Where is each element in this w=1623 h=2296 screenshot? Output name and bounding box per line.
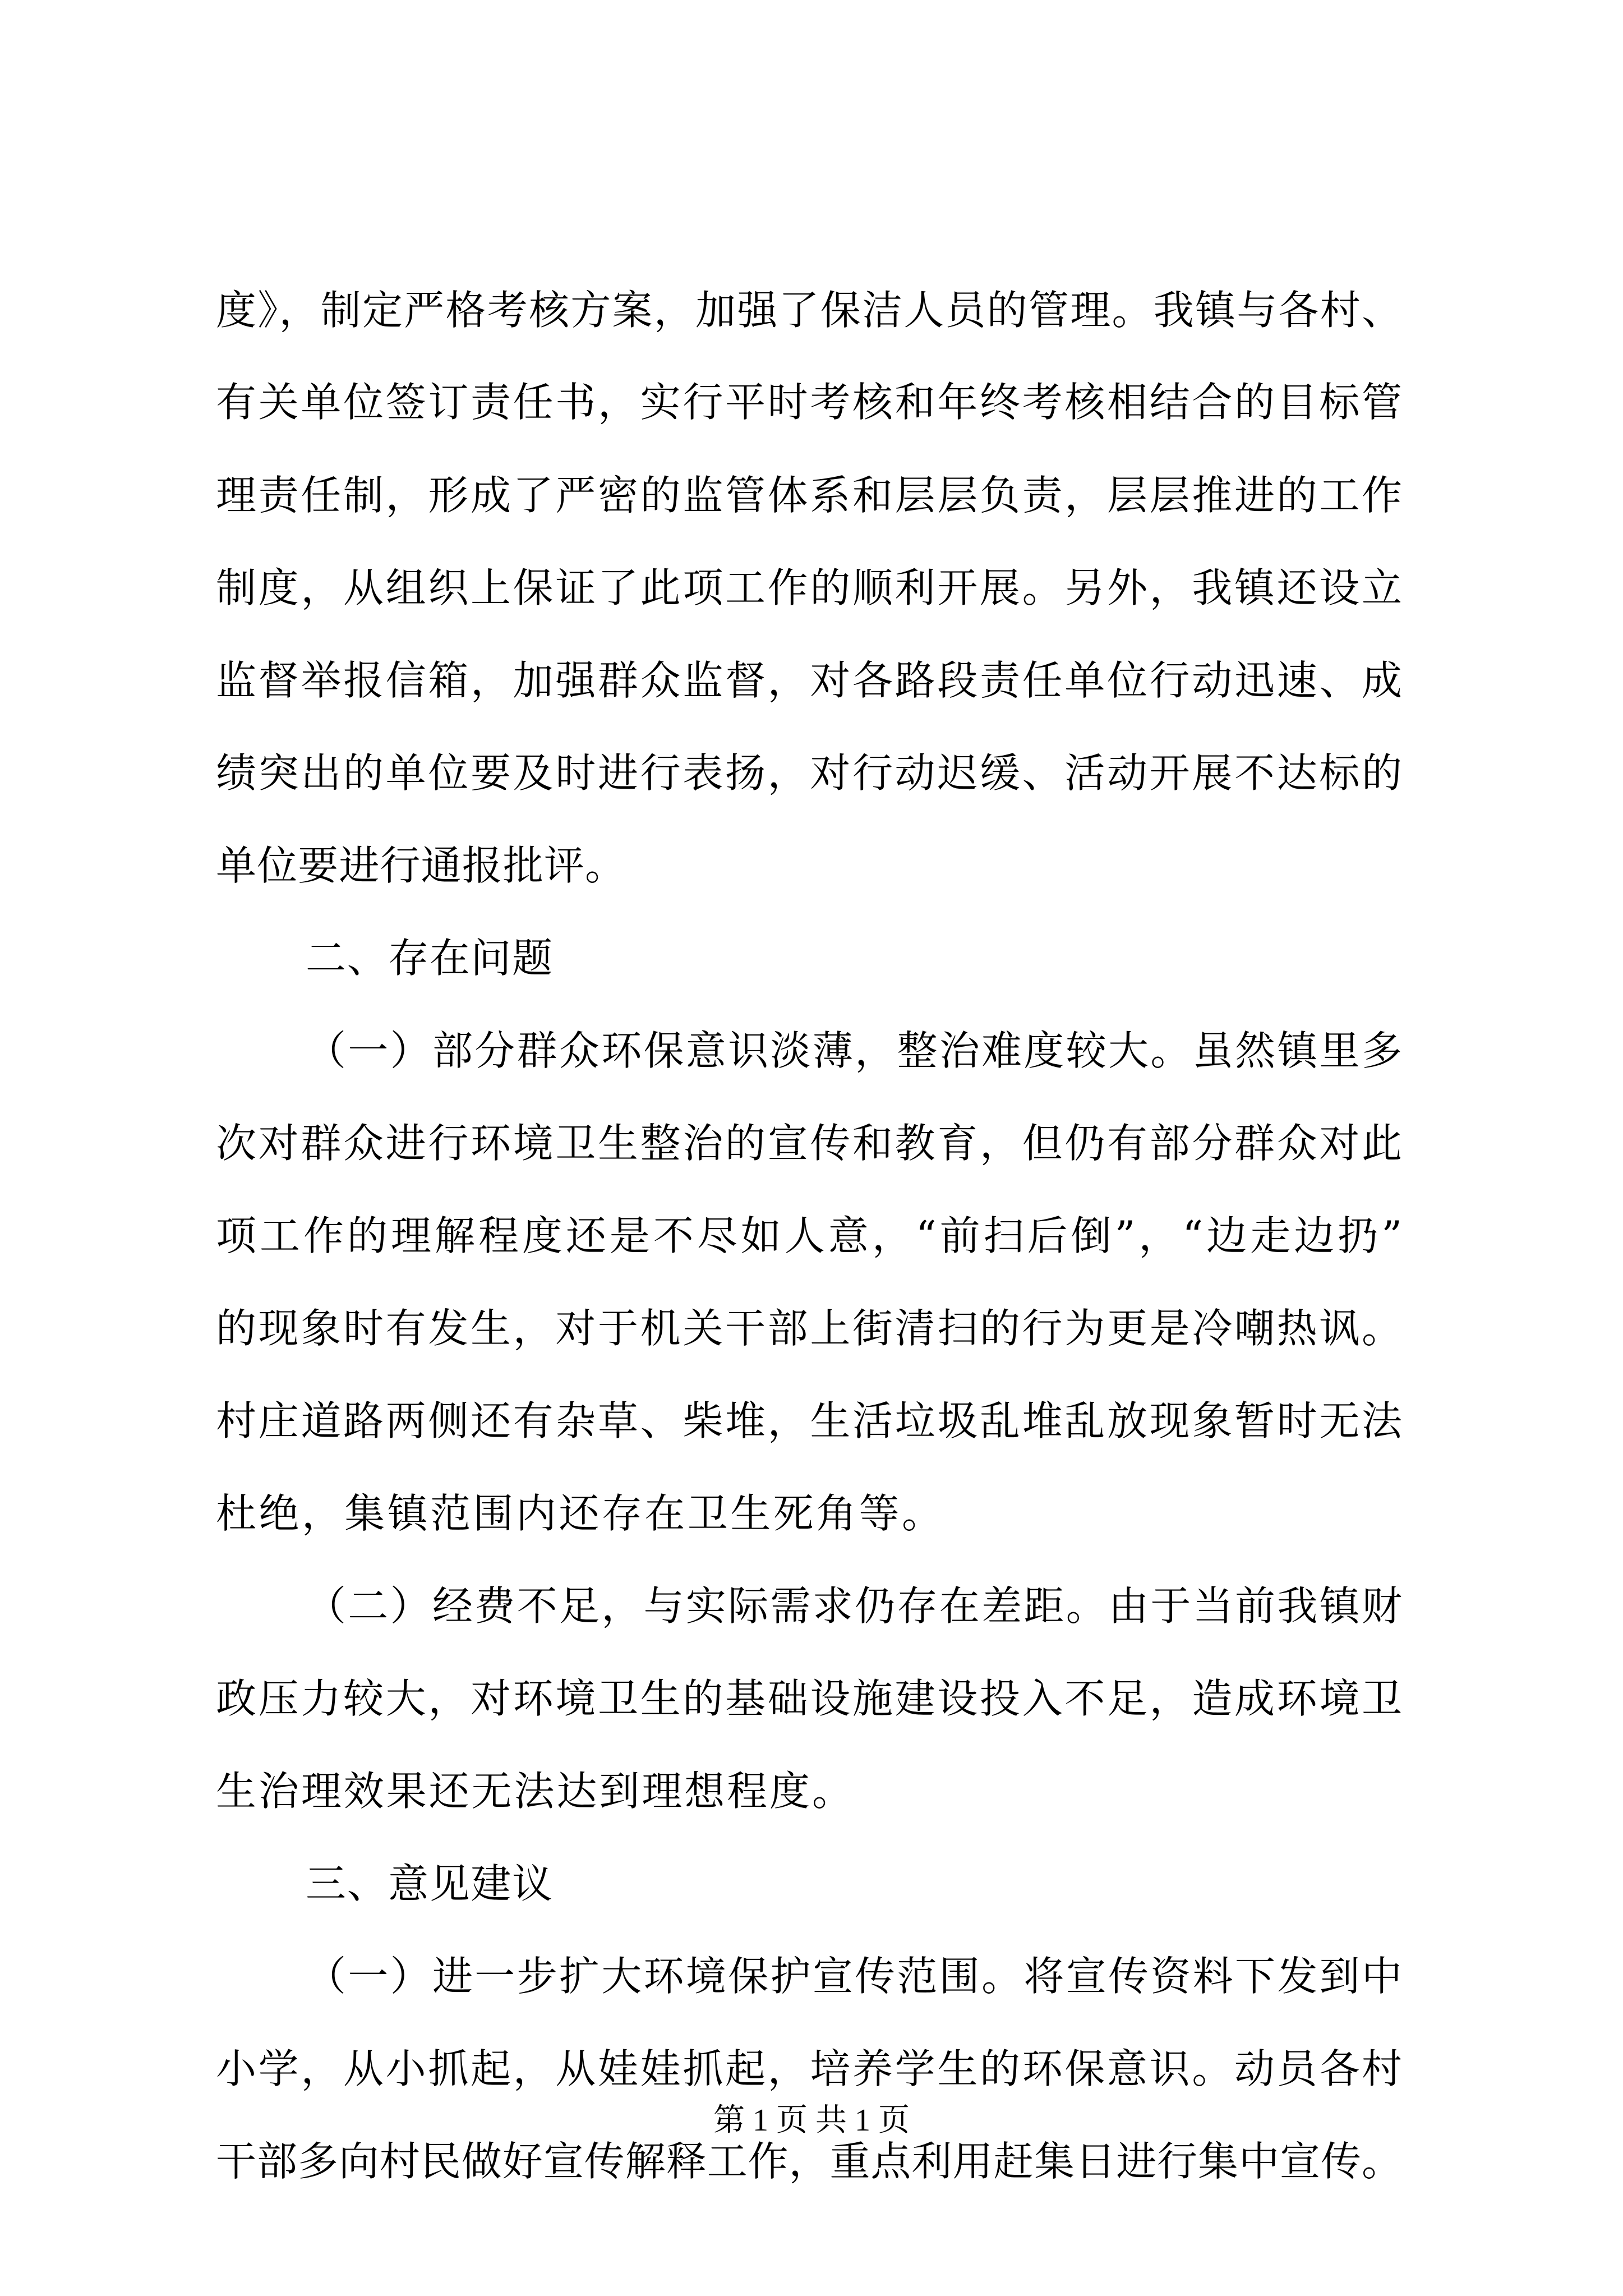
line-text: 有关单位签订责任书，实行平时考核和年终考核相结合的目标管 (216, 379, 1402, 426)
line-text: 理责任制，形成了严密的监管体系和层层负责，层层推进的工作 (216, 472, 1402, 519)
line-text: （二）经费不足，与实际需求仍存在差距。由于当前我镇财 (306, 1582, 1402, 1630)
line-text: （一）进一步扩大环境保护宣传范围。将宣传资料下发到中 (306, 1953, 1402, 2000)
text-line (216, 2131, 1402, 2243)
line-text: 村庄道路两侧还有杂草、柴堆，生活垃圾乱堆乱放现象暂时无法 (216, 1397, 1402, 1444)
line-text: （一）部分群众环保意识淡薄，整治难度较大。虽然镇里多 (306, 1027, 1402, 1074)
line-text: 干部多向村民做好宣传解释工作，重点利用赶集日进行集中宣传。 (216, 2138, 1402, 2185)
line-text: 项工作的理解程度还是不尽如人意，“前扫后倒”，“边走边扔” (216, 1212, 1402, 1259)
line-text: 绩突出的单位要及时进行表扬，对行动迟缓、活动开展不达标的 (216, 749, 1402, 797)
line-text: 制度，从组织上保证了此项工作的顺利开展。另外，我镇还设立 (216, 564, 1402, 611)
line-text: 度》，制定严格考核方案，加强了保洁人员的管理。我镇与各村、 (216, 287, 1402, 334)
line-text: 监督举报信箱，加强群众监督，对各路段责任单位行动迅速、成 (216, 657, 1402, 704)
line-text: 次对群众进行环境卫生整治的宣传和教育，但仍有部分群众对此 (216, 1120, 1402, 1167)
line-text: 小学，从小抓起，从娃娃抓起，培养学生的环保意识。动员各村 (216, 2045, 1402, 2092)
line-text: 政压力较大，对环境卫生的基础设施建设投入不足，造成环境卫 (216, 1675, 1402, 1722)
line-text: 三、意见建议 (306, 1860, 552, 1907)
line-text: 的现象时有发生，对于机关干部上街清扫的行为更是冷嘲热讽。 (216, 1305, 1402, 1352)
line-text: 单位要进行通报批评。 (216, 842, 625, 889)
line-text: 生治理效果还无法达到理想程度。 (216, 1768, 852, 1815)
line-text: 二、存在问题 (306, 935, 552, 982)
page-footer: 第 1 页 共 1 页 (713, 2103, 910, 2138)
line-text: 杜绝，集镇范围内还存在卫生死角等。 (216, 1490, 942, 1537)
